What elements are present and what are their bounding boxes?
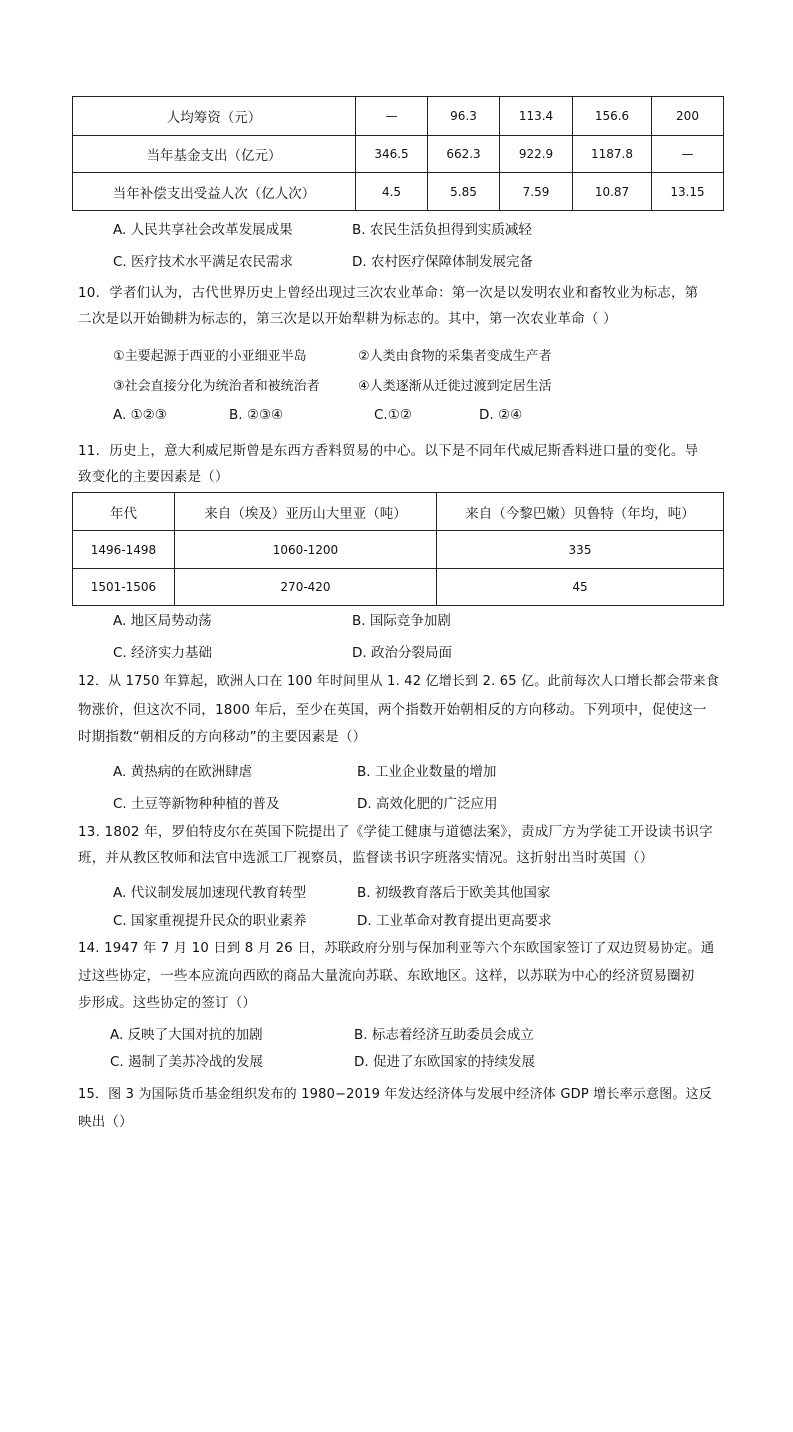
q9-option-c[interactable]: C. 医疗技术水平满足农民需求	[113, 254, 294, 270]
table-cell: 200	[652, 97, 724, 136]
table-cell: 346.5	[356, 136, 428, 173]
q14-option-b[interactable]: B. 标志着经济互助委员会成立	[354, 1027, 534, 1043]
q12-stem-line: 时期指数“朝相反的方向移动”的主要因素是（）	[78, 729, 367, 745]
q13-option-b[interactable]: B. 初级教育落后于欧美其他国家	[357, 885, 551, 901]
q13-option-d[interactable]: D. 工业革命对教育提出更高要求	[357, 913, 552, 929]
q14-stem-line: 步形成。这些协定的签订（）	[78, 995, 257, 1011]
q13-stem-line: 13. 1802 年，罗伯特皮尔在英国下院提出了《学徒工健康与道德法案》，责成厂方为学徒工开设读书识字	[78, 824, 713, 840]
column-header: 来自（今黎巴嫩）贝鲁特（年均，吨）	[437, 493, 724, 531]
column-header: 年代	[73, 493, 175, 531]
table-cell: 96.3	[428, 97, 500, 136]
q10-option-c[interactable]: C.①②	[374, 407, 412, 423]
table-cell: 4.5	[356, 173, 428, 211]
row-label: 当年基金支出（亿元）	[73, 136, 356, 173]
table-cell: 335	[437, 531, 724, 569]
q11-stem-line: 11．历史上，意大利威尼斯曾是东西方香料贸易的中心。以下是不同年代威尼斯香料进口量的变化。导	[78, 443, 699, 459]
q12-stem-line: 物涨价，但这次不同，1800 年后，至少在英国，两个指数开始朝相反的方向移动。下列项中，促使这一	[78, 702, 707, 718]
table-row	[73, 531, 724, 569]
table-cell: 113.4	[500, 97, 573, 136]
table-cell: 7.59	[500, 173, 573, 211]
table-cell: 1496-1498	[73, 531, 175, 569]
table-cell: 10.87	[573, 173, 652, 211]
q10-item-1: ①主要起源于西亚的小亚细亚半岛	[113, 349, 307, 364]
q10-stem-line: 二次是以开始锄耕为标志的，第三次是以开始犁耕为标志的。其中，第一次农业革命（ ）	[78, 311, 617, 327]
table-cell: —	[356, 97, 428, 136]
table-cell: 662.3	[428, 136, 500, 173]
q12-option-b[interactable]: B. 工业企业数量的增加	[357, 764, 497, 780]
table-row	[73, 173, 724, 211]
q15-stem-line: 映出（）	[78, 1114, 133, 1130]
funding-table	[72, 96, 724, 211]
q14-option-d[interactable]: D. 促进了东欧国家的持续发展	[354, 1054, 535, 1070]
q14-option-a[interactable]: A. 反映了大国对抗的加剧	[110, 1027, 263, 1043]
q11-option-c[interactable]: C. 经济实力基础	[113, 645, 213, 661]
table-row	[73, 136, 724, 173]
q10-item-4: ④人类逐渐从迁徙过渡到定居生活	[358, 379, 552, 394]
q14-stem-line: 14. 1947 年 7 月 10 日到 8 月 26 日，苏联政府分别与保加利亚等六个东欧国家签订了双边贸易协定。通	[78, 941, 715, 956]
table-row	[73, 569, 724, 606]
q12-option-d[interactable]: D. 高效化肥的广泛应用	[357, 796, 498, 812]
spice-import-table	[72, 492, 724, 606]
q12-option-a[interactable]: A. 黄热病的在欧洲肆虐	[113, 764, 253, 780]
table-cell: 1060-1200	[175, 531, 437, 569]
q10-item-2: ②人类由食物的采集者变成生产者	[358, 349, 552, 364]
q9-option-b[interactable]: B. 农民生活负担得到实质减轻	[352, 222, 532, 238]
row-label: 人均筹资（元）	[73, 97, 356, 136]
row-label: 当年补偿支出受益人次（亿人次）	[73, 173, 356, 211]
table-cell: 156.6	[573, 97, 652, 136]
table-cell: —	[652, 136, 724, 173]
table-cell: 5.85	[428, 173, 500, 211]
q9-option-a[interactable]: A. 人民共享社会改革发展成果	[113, 222, 293, 238]
table-cell: 1187.8	[573, 136, 652, 173]
q9-option-d[interactable]: D. 农村医疗保障体制发展完备	[352, 254, 533, 270]
table-cell: 1501-1506	[73, 569, 175, 606]
q13-stem-line: 班，并从教区牧师和法官中选派工厂视察员，监督读书识字班落实情况。这折射出当时英国（）	[78, 850, 654, 866]
q10-stem-line: 10．学者们认为，古代世界历史上曾经出现过三次农业革命：第一次是以发明农业和畜牧业为标志，第	[78, 285, 699, 301]
table-cell: 270-420	[175, 569, 437, 606]
q12-stem-line: 12．从 1750 年算起，欧洲人口在 100 年时间里从 1. 42 亿增长到 2. 65 亿。此前每次人口增长都会带来食	[78, 674, 720, 689]
q12-option-c[interactable]: C. 土豆等新物种种植的普及	[113, 796, 280, 812]
q14-stem-line: 过这些协定，一些本应流向西欧的商品大量流向苏联、东欧地区。这样，以苏联为中心的经济贸易圈初	[78, 968, 695, 984]
q11-stem-line: 致变化的主要因素是（）	[78, 469, 229, 485]
q11-option-b[interactable]: B. 国际竞争加剧	[352, 613, 451, 629]
table-cell: 45	[437, 569, 724, 606]
q10-option-a[interactable]: A. ①②③	[113, 407, 167, 423]
q10-option-d[interactable]: D. ②④	[479, 407, 523, 423]
table-cell: 922.9	[500, 136, 573, 173]
q15-stem-line: 15．图 3 为国际货币基金组织发布的 1980−2019 年发达经济体与发展中经济体 GDP 增长率示意图。这反	[78, 1087, 712, 1102]
q13-option-c[interactable]: C. 国家重视提升民众的职业素养	[113, 913, 307, 929]
column-header: 来自（埃及）亚历山大里亚（吨）	[175, 493, 437, 531]
q13-option-a[interactable]: A. 代议制发展加速现代教育转型	[113, 885, 307, 901]
q11-option-a[interactable]: A. 地区局势动荡	[113, 613, 212, 629]
q14-option-c[interactable]: C. 遏制了美苏冷战的发展	[110, 1054, 264, 1070]
q11-option-d[interactable]: D. 政治分裂局面	[352, 645, 452, 661]
table-cell: 13.15	[652, 173, 724, 211]
table-header-row	[73, 493, 724, 531]
q10-item-3: ③社会直接分化为统治者和被统治者	[113, 379, 320, 394]
q10-option-b[interactable]: B. ②③④	[229, 407, 284, 423]
table-row	[73, 97, 724, 136]
